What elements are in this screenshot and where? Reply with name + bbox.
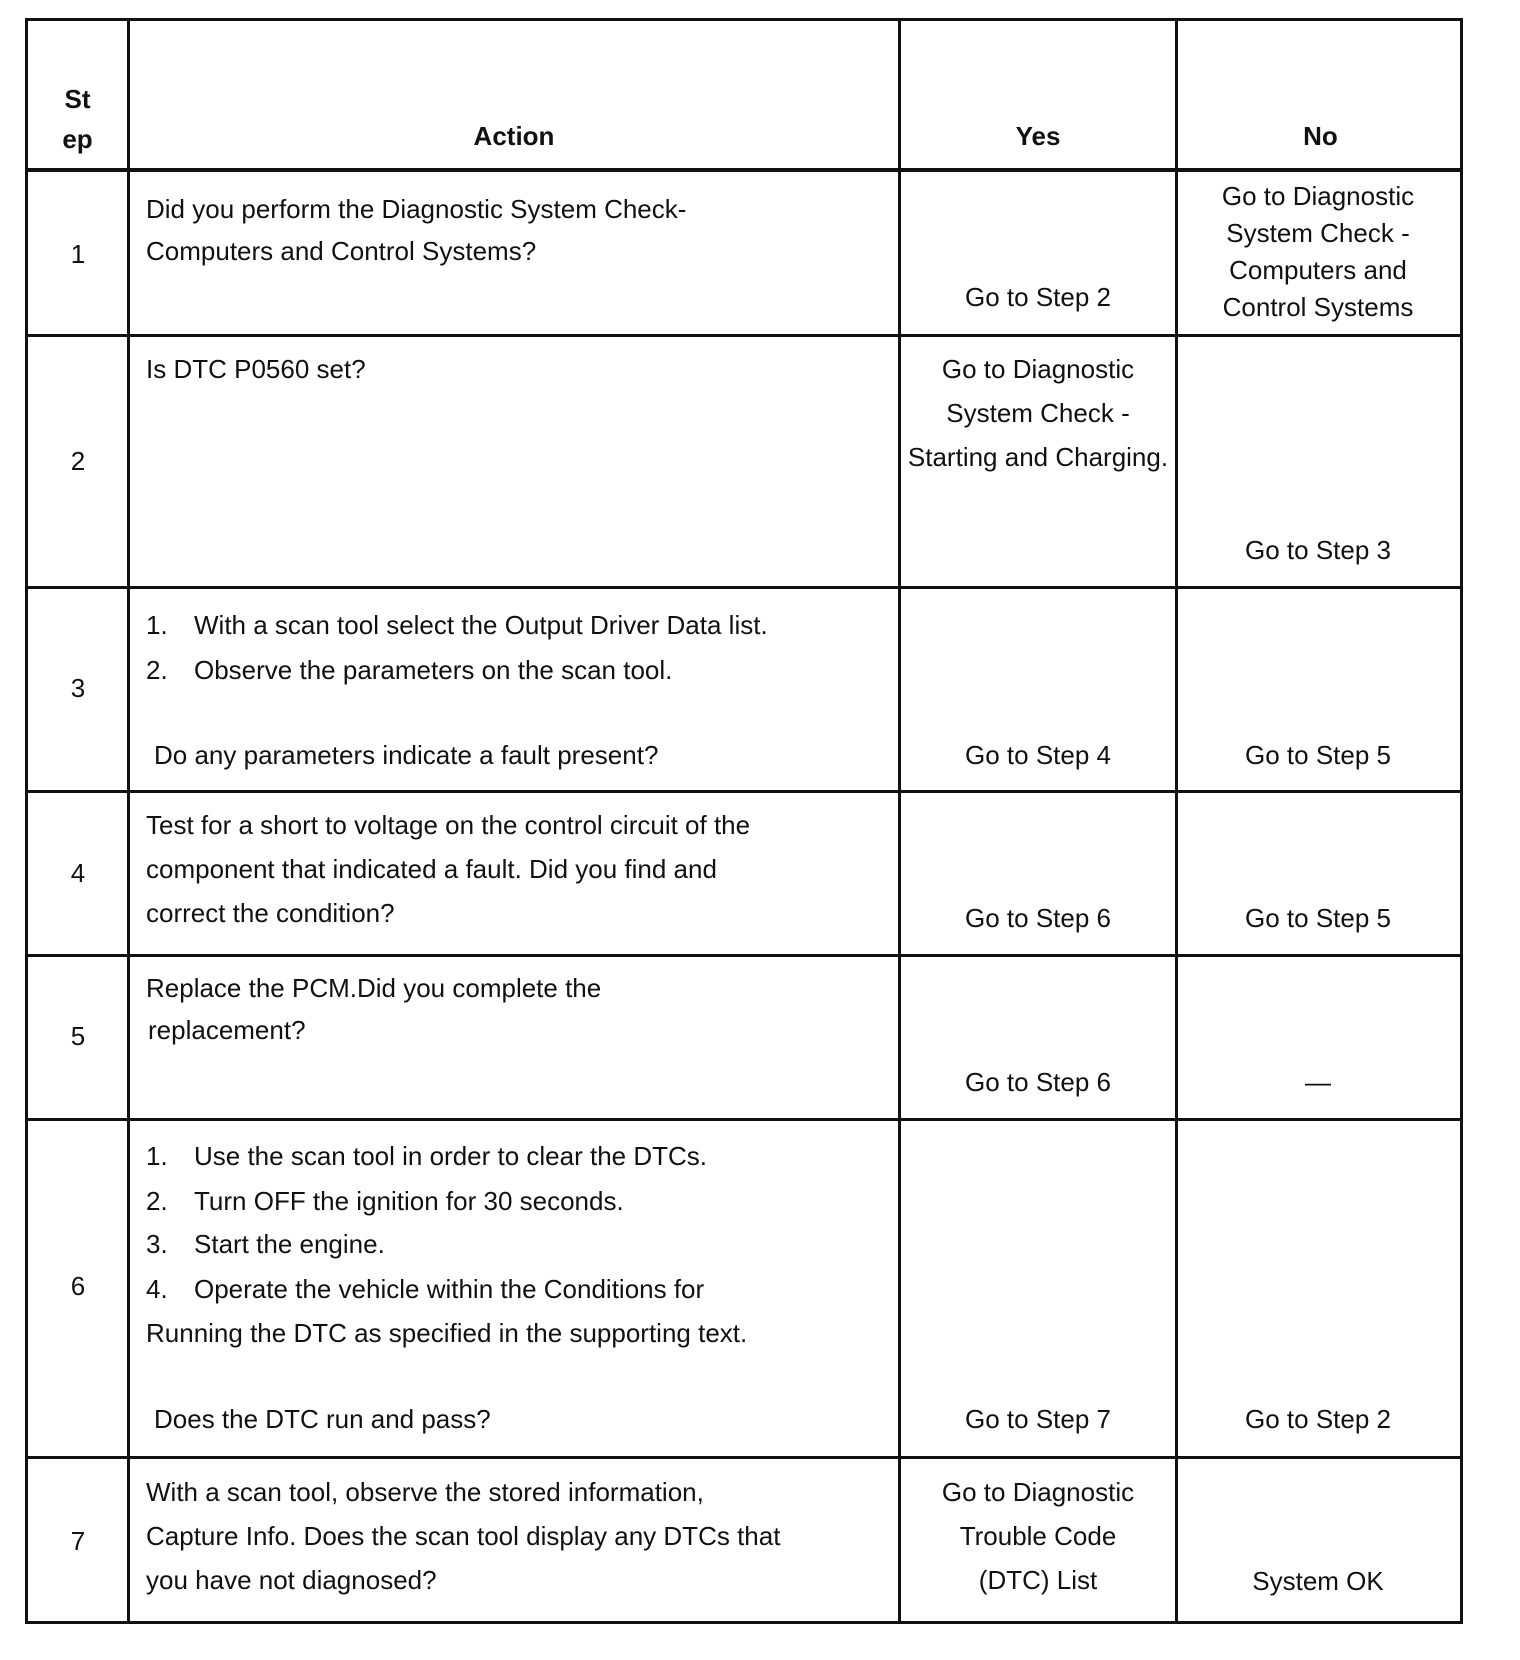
list-number: 2. [146, 655, 168, 685]
action-line: you have not diagnosed? [146, 1565, 437, 1595]
list-text: Operate the vehicle within the Conditions for [194, 1274, 705, 1304]
header-step-line: St [64, 84, 91, 114]
list-text: Start the engine. [194, 1229, 385, 1259]
list-number: 3. [146, 1229, 168, 1259]
action-line: component that indicated a fault. Did you find and [146, 854, 717, 884]
row-divider [28, 790, 1460, 793]
yes-line: System Check - [946, 398, 1130, 428]
action-text [146, 188, 686, 272]
row-divider [28, 1456, 1460, 1459]
list-number: 2. [146, 1186, 168, 1216]
yes-link: Go to Step 4 [965, 740, 1111, 770]
header-divider [28, 168, 1460, 172]
list-text: With a scan tool select the Output Driver Data list. [194, 610, 768, 640]
no-link: Go to Step 5 [1245, 740, 1391, 770]
diagnostic-table [25, 18, 1463, 1624]
action-line: Computers and Control Systems? [146, 236, 537, 266]
no-line: Go to Diagnostic [1221, 181, 1415, 211]
yes-line: Go to Diagnostic [941, 1477, 1135, 1507]
action-text [146, 1470, 780, 1602]
step-number: 1 [70, 239, 86, 269]
row-divider [28, 954, 1460, 957]
action-line: Test for a short to voltage on the control circuit of the [146, 810, 751, 840]
step-number: 7 [70, 1526, 86, 1556]
action-line: correct the condition? [146, 898, 395, 928]
action-line: Replace the PCM.Did you complete the [146, 973, 602, 1003]
list-number: 4. [146, 1274, 168, 1304]
action-line: Did you perform the Diagnostic System Check- [146, 194, 687, 224]
row-divider [28, 334, 1460, 337]
action-line: With a scan tool, observe the stored information, [146, 1477, 704, 1507]
no-link: System OK [1252, 1566, 1384, 1596]
list-item [146, 603, 768, 647]
no-dash: — [1305, 1067, 1331, 1097]
header-no: No [1303, 121, 1338, 151]
no-line: Control Systems [1222, 292, 1414, 322]
yes-line: Starting and Charging. [907, 442, 1169, 472]
action-question: Does the DTC run and pass? [154, 1404, 491, 1434]
no-link [1178, 178, 1458, 326]
no-line: Computers and [1229, 255, 1407, 285]
list-item [146, 1179, 624, 1223]
list-item [146, 648, 672, 692]
action-line: Capture Info. Does the scan tool display any DTCs that [146, 1521, 781, 1551]
row-divider [28, 1118, 1460, 1121]
yes-link: Go to Step 7 [965, 1404, 1111, 1434]
no-line: System Check - [1226, 218, 1410, 248]
step-number: 3 [70, 673, 86, 703]
yes-line: (DTC) List [978, 1565, 1098, 1595]
list-number: 1. [146, 1141, 168, 1171]
list-item [146, 1267, 704, 1311]
list-text: Observe the parameters on the scan tool. [194, 655, 673, 685]
step-number: 4 [70, 858, 86, 888]
header-action: Action [473, 121, 555, 151]
step-number: 2 [70, 446, 86, 476]
header-step-line: ep [62, 124, 93, 154]
header-step [28, 79, 127, 159]
list-item [146, 1134, 707, 1178]
list-number: 1. [146, 610, 168, 640]
list-text: Turn OFF the ignition for 30 seconds. [194, 1186, 624, 1216]
yes-link: Go to Step 2 [965, 282, 1111, 312]
list-text: Use the scan tool in order to clear the DTCs. [194, 1141, 708, 1171]
no-link: Go to Step 2 [1245, 1404, 1391, 1434]
action-text [146, 967, 601, 1051]
action-continuation: Running the DTC as specified in the supporting text. [146, 1318, 748, 1348]
yes-link: Go to Step 6 [965, 903, 1111, 933]
yes-link [901, 347, 1175, 479]
yes-line: Go to Diagnostic [941, 354, 1135, 384]
no-link: Go to Step 3 [1245, 535, 1391, 565]
yes-link [901, 1470, 1175, 1602]
row-divider [28, 586, 1460, 589]
column-divider [898, 21, 901, 1621]
no-link: Go to Step 5 [1245, 903, 1391, 933]
action-question: Do any parameters indicate a fault present? [154, 740, 659, 770]
action-line: replacement? [148, 1015, 306, 1045]
header-yes: Yes [1015, 121, 1061, 151]
yes-line: Trouble Code [959, 1521, 1117, 1551]
action-text [146, 803, 750, 935]
step-number: 6 [70, 1271, 86, 1301]
action-text: Is DTC P0560 set? [146, 354, 366, 384]
step-number: 5 [70, 1021, 86, 1051]
list-item [146, 1222, 385, 1266]
yes-link: Go to Step 6 [965, 1067, 1111, 1097]
